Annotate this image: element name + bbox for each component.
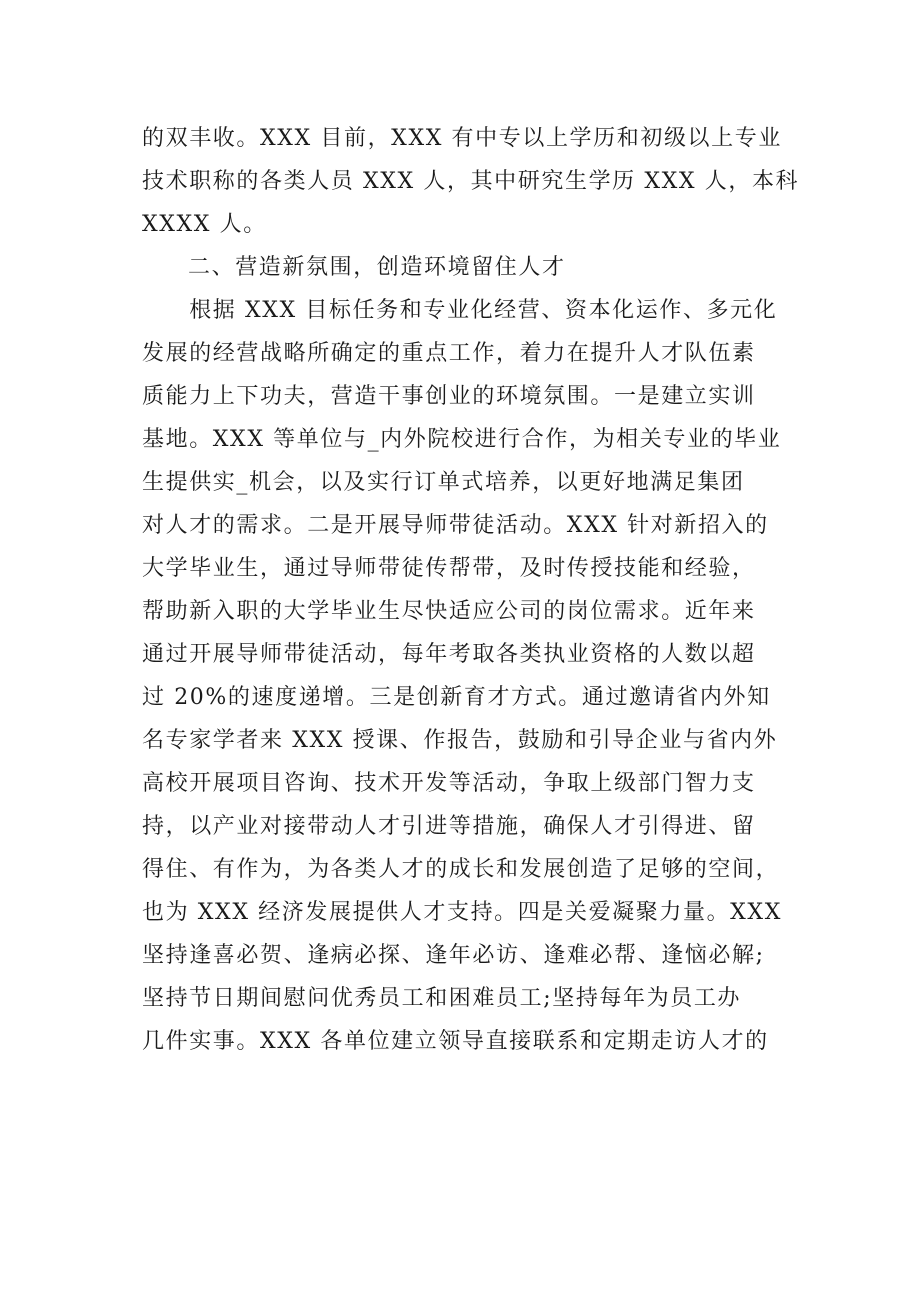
text-line: 质能力上下功夫，营造干事创业的环境氛围。一是建立实训 [142,384,756,409]
text-line: 几件实事。XXX 各单位建立领导直接联系和定期走访人才的 [142,1029,769,1054]
text-line: 坚持节日期间慰问优秀员工和困难员工;坚持每年为员工办 [142,986,742,1011]
text-line: 坚持逢喜必贺、逢病必探、逢年必访、逢难必帮、逢恼必解; [142,943,765,968]
text-line: 发展的经营战略所确定的重点工作，着力在提升人才队伍素 [142,341,756,366]
text-line: 的双丰收。XXX 目前，XXX 有中专以上学历和初级以上专业 [142,126,782,151]
text-line: 帮助新入职的大学毕业生尽快适应公司的岗位需求。近年来 [142,599,756,624]
text-line: 持，以产业对接带动人才引进等措施，确保人才引得进、留 [142,814,756,839]
text-line: 大学毕业生，通过导师带徒传帮带，及时传授技能和经验， [142,556,756,581]
text-line: XXXX 人。 [142,212,267,237]
text-line: 过 20%的速度递增。三是创新育才方式。通过邀请省内外知 [142,685,771,710]
text-line: 高校开展项目咨询、技术开发等活动，争取上级部门智力支 [142,771,756,796]
text-line: 根据 XXX 目标任务和专业化经营、资本化运作、多元化 [142,298,778,323]
text-line: 名专家学者来 XXX 授课、作报告，鼓励和引导企业与省内外 [142,728,778,753]
text-line: 基地。XXX 等单位与_内外院校进行合作，为相关专业的毕业 [142,427,782,452]
section-heading: 二、营造新氛围，创造环境留住人才 [188,255,566,280]
text-line: 生提供实_机会，以及实行订单式培养，以更好地满足集团 [142,470,745,495]
text-line: 通过开展导师带徒活动，每年考取各类执业资格的人数以超 [142,642,756,667]
text-line: 对人才的需求。二是开展导师带徒活动。XXX 针对新招入的 [142,513,769,538]
body-text [142,117,800,1063]
text-line: 也为 XXX 经济发展提供人才支持。四是关爱凝聚力量。XXX [142,900,782,925]
text-line: 得住、有作为，为各类人才的成长和发展创造了足够的空间， [142,857,780,882]
text-line: 技术职称的各类人员 XXX 人，其中研究生学历 XXX 人，本科 [142,169,800,194]
